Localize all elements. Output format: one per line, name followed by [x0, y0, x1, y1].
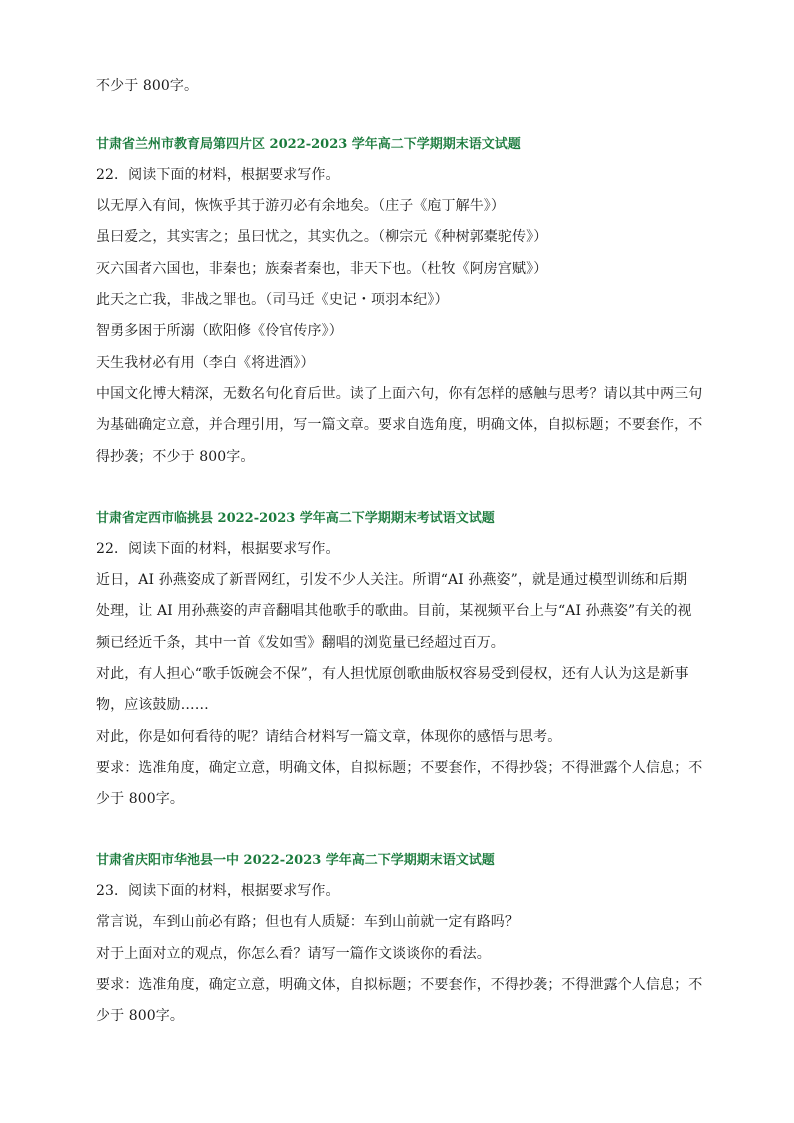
section-1-line: 得抄袭；不少于 800字。: [96, 449, 255, 465]
section-2-line: 处理，让 AI 用孙燕姿的声音翻唱其他歌手的歌曲。目前，某视频平台上与“AI 孙燕姿”有关的视: [96, 603, 692, 619]
section-2-heading: 甘肃省定西市临挑县 2022-2023 学年高二下学期期末考试语文试题: [96, 511, 495, 526]
section-3-line: 对于上面对立的观点，你怎么看？请写一篇作文谈谈你的看法。: [96, 946, 491, 962]
section-3-line: 常言说，车到山前必有路；但也有人质疑：车到山前就一定有路吗？: [96, 914, 519, 930]
section-3-line: 要求：选准角度，确定立意，明确文体，自拟标题；不要套作，不得抄袭；不得泄露个人信息；不: [96, 977, 703, 993]
section-2-line: 要求：选准角度，确定立意，明确文体，自拟标题；不要套作，不得抄袋；不得泄露个人信息；不: [96, 760, 703, 776]
section-2-line: 近日，AI 孙燕姿成了新晋网红，引发不少人关注。所谓“AI 孙燕姿”，就是通过模型训练和后期: [96, 572, 688, 588]
intro-tail-text: 不少于 800字。: [96, 78, 199, 94]
section-1-line: 为基础确定立意，并合理引用，写一篇文章。要求自选角度，明确文体，自拟标题；不要套作，不: [96, 417, 703, 433]
section-1-line: 中国文化博大精深，无数名句化育后世。读了上面六句，你有怎样的感触与思考？请以其中两三句: [96, 386, 703, 402]
section-1-line: 天生我材必有用（李白《将进酒》）: [96, 355, 315, 371]
section-2-line: 22．阅读下面的材料，根据要求写作。: [96, 541, 340, 557]
section-1-line: 此天之亡我，非战之罪也。（司马迁《史记・项羽本纪》）: [96, 292, 449, 308]
section-1-line: 22．阅读下面的材料，根据要求写作。: [96, 167, 340, 183]
section-1-line: 灭六国者六国也，非秦也；族秦者秦也，非天下也。（杜牧《阿房宫赋》）: [96, 261, 548, 277]
section-1-heading: 甘肃省兰州市教育局第四片区 2022-2023 学年高二下学期期末语文试题: [96, 137, 521, 152]
section-2-line: 对此，你是如何看待的呢？请结合材料写一篇文章，体现你的感悟与思考。: [96, 729, 562, 745]
section-2-line: 物，应该鼓励……: [96, 697, 209, 713]
section-3-line: 少于 800字。: [96, 1008, 184, 1024]
section-2-line: 对此，有人担心“歌手饭碗会不保”，有人担忧原创歌曲版权容易受到侵权，还有人认为这是新事: [96, 666, 689, 682]
section-2-line: 频已经近千条，其中一首《发如雪》翻唱的浏览量已经超过百万。: [96, 635, 505, 651]
section-1-line: 虽曰爱之，其实害之；虽曰忧之，其实仇之。（柳宗元《种树郭橐驼传》）: [96, 229, 548, 245]
section-1-line: 智勇多困于所溺（欧阳修《伶官传序》）: [96, 323, 343, 339]
section-2-line: 少于 800字。: [96, 791, 184, 807]
section-3-heading: 甘肃省庆阳市华池县一中 2022-2023 学年高二下学期期末语文试题: [96, 853, 495, 868]
section-3-line: 23．阅读下面的材料，根据要求写作。: [96, 883, 340, 899]
section-1-line: 以无厚入有间，恢恢乎其于游刃必有余地矣。（庄子《庖丁解牛》）: [96, 198, 505, 214]
